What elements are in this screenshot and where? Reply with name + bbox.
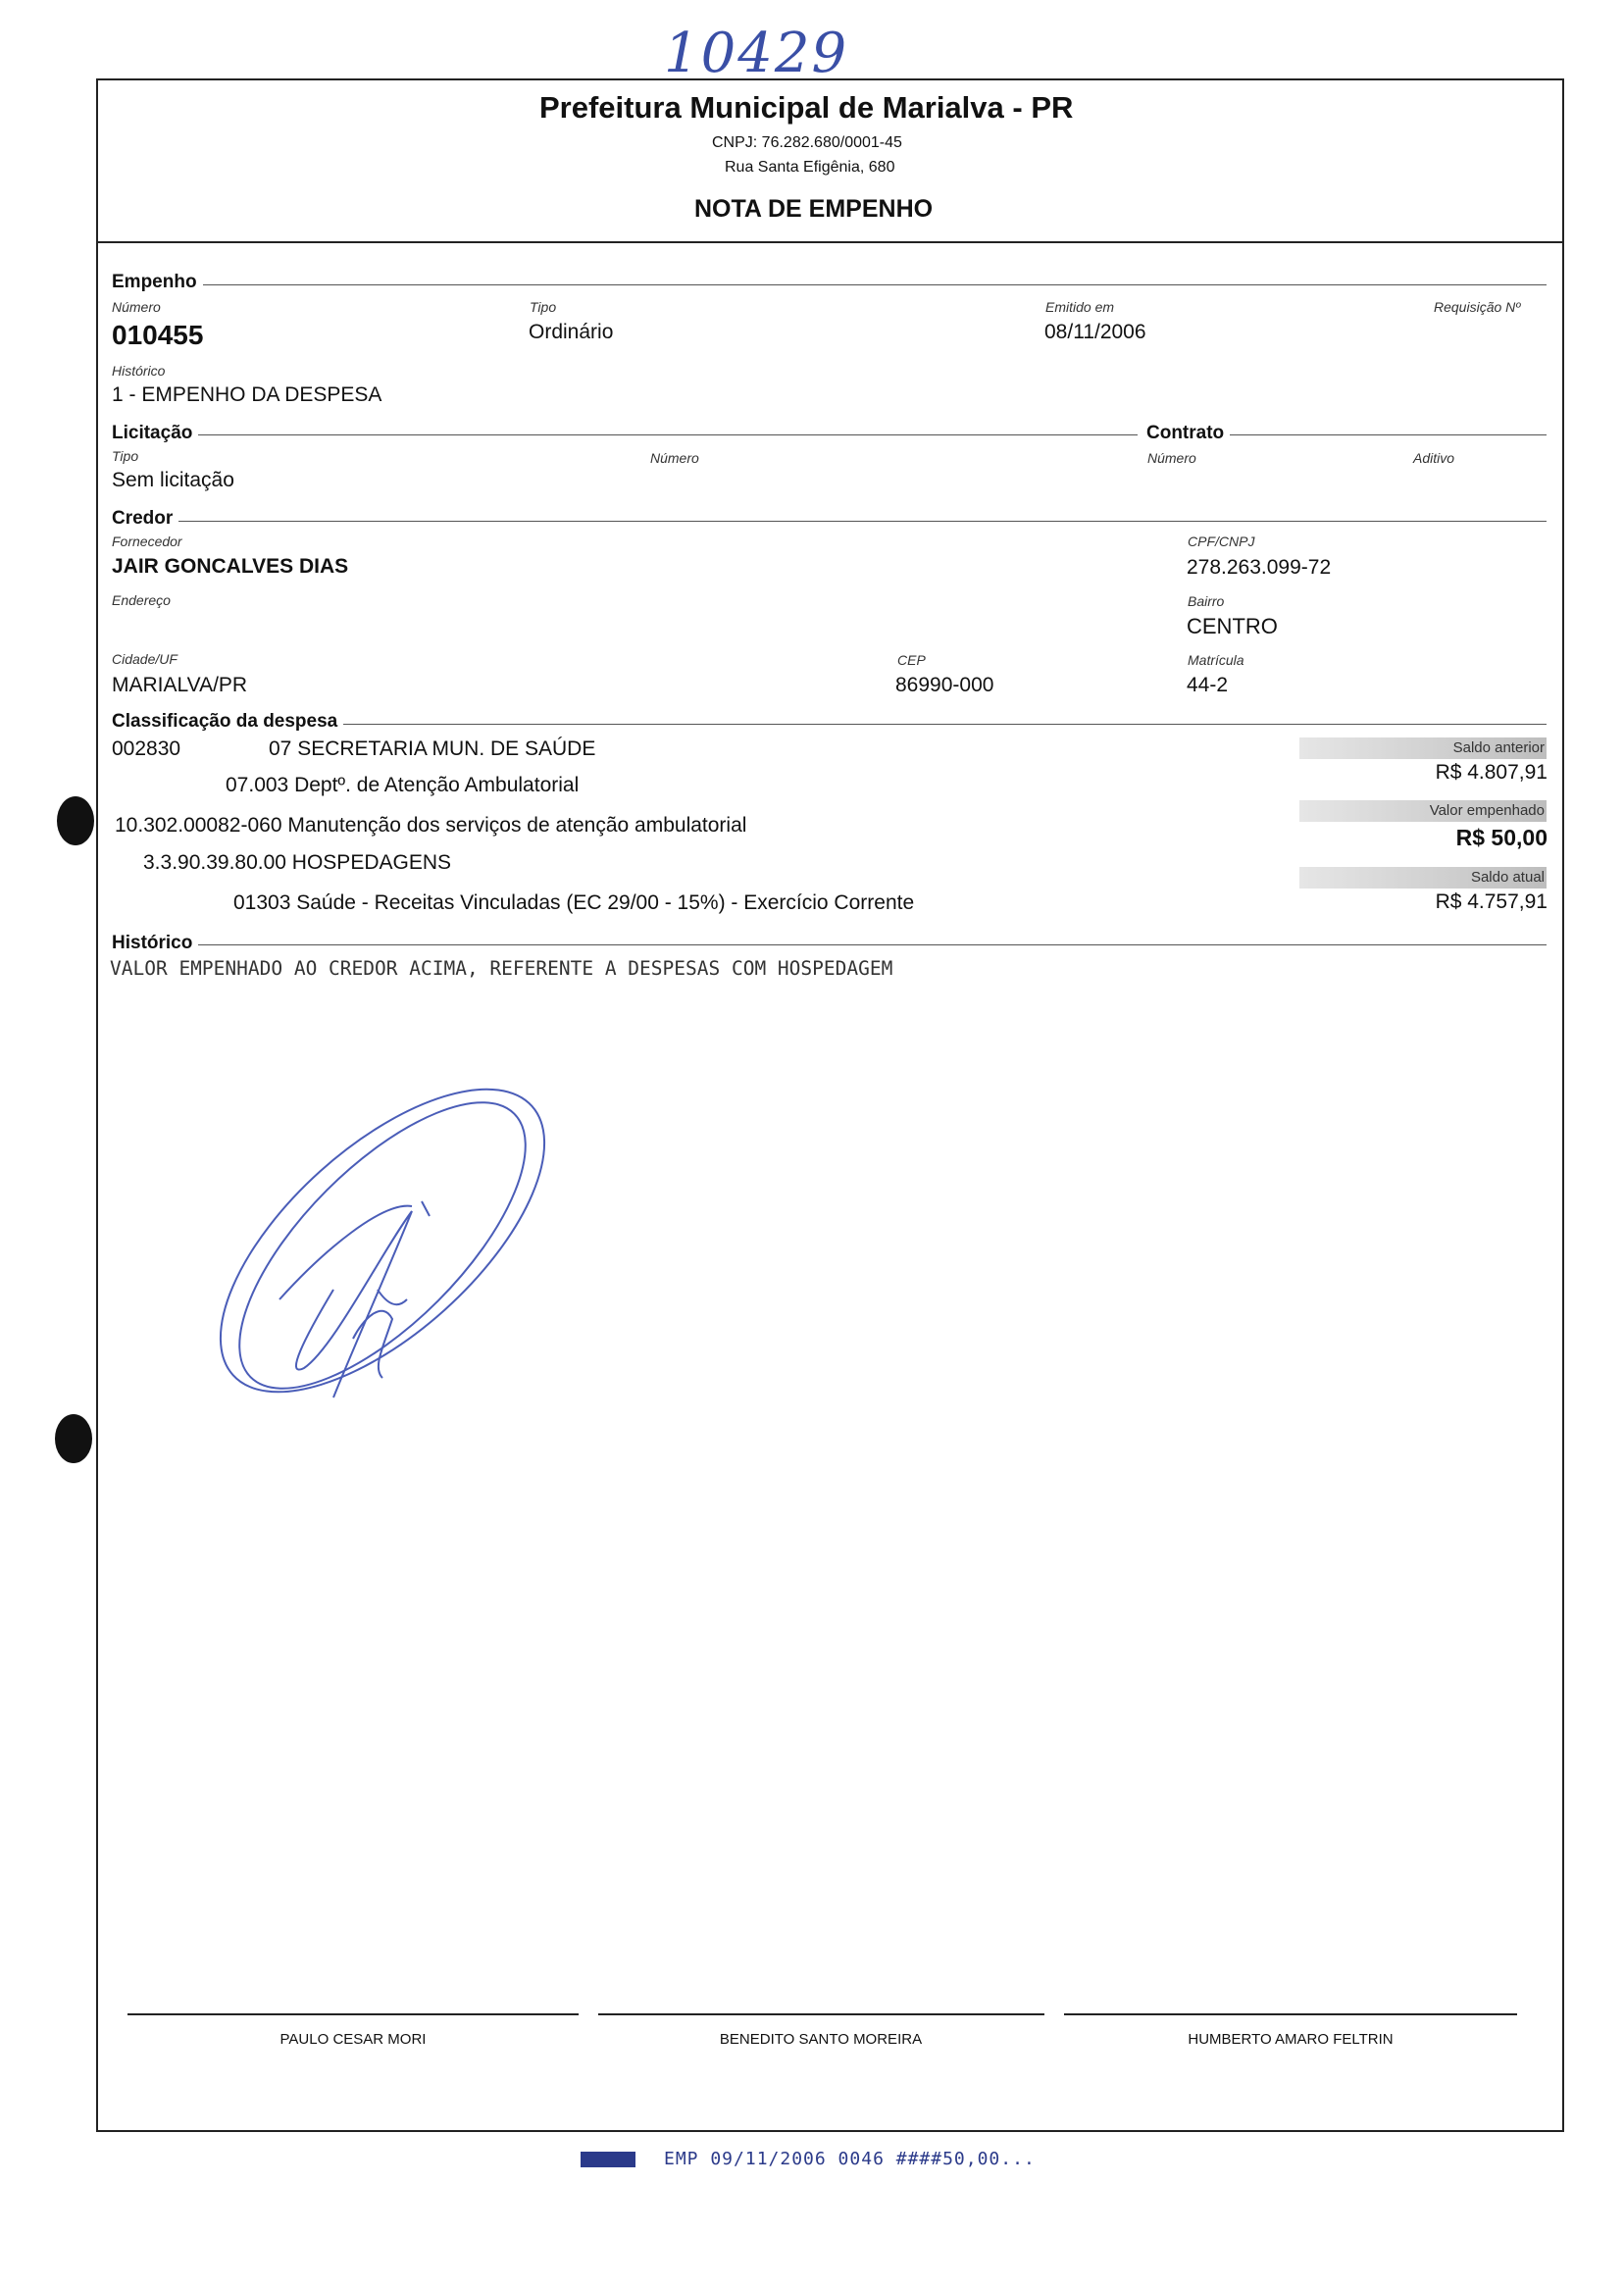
cep-label: CEP [897, 652, 926, 668]
requisicao-label: Requisição Nº [1434, 299, 1521, 315]
empenho-historico: 1 - EMPENHO DA DESPESA [112, 383, 382, 406]
classificacao-departamento: 07.003 Deptº. de Atenção Ambulatorial [226, 774, 580, 796]
bairro-label: Bairro [1188, 593, 1225, 609]
bottom-stamp-logo [581, 2152, 635, 2167]
valor-empenhado-value: R$ 50,00 [1455, 825, 1548, 850]
emitido-label: Emitido em [1045, 299, 1115, 315]
licitacao-section-title: Licitação [112, 423, 198, 444]
classificacao-recurso: 01303 Saúde - Receitas Vinculadas (EC 29/00 - 15%) - Exercício Corrente [233, 891, 915, 914]
matricula-label: Matrícula [1188, 652, 1244, 668]
classificacao-programa: 10.302.00082-060 Manutenção dos serviços de atenção ambulatorial [115, 814, 747, 837]
handwritten-signature [186, 1054, 579, 1417]
signature-name-1: PAULO CESAR MORI [279, 2031, 427, 2048]
signature-line-2 [598, 2013, 1044, 2015]
contrato-numero-label: Número [1147, 450, 1196, 466]
historico-text: VALOR EMPENHADO AO CREDOR ACIMA, REFERENTE A DESPESAS COM HOSPEDAGEM [110, 957, 893, 980]
licitacao-tipo-label: Tipo [112, 448, 139, 464]
licitacao-rule [113, 434, 1138, 435]
historico-rule [113, 944, 1547, 945]
classificacao-secretaria: 07 SECRETARIA MUN. DE SAÚDE [269, 737, 596, 760]
bottom-stamp: EMP 09/11/2006 0046 ####50,00... [664, 2149, 1036, 2169]
signature-line-3 [1064, 2013, 1517, 2015]
matricula-value: 44-2 [1187, 674, 1229, 696]
cep-value: 86990-000 [895, 674, 994, 696]
header-separator [96, 241, 1562, 243]
page-title: Prefeitura Municipal de Marialva - PR [539, 90, 1074, 125]
classificacao-elemento: 3.3.90.39.80.00 HOSPEDAGENS [143, 851, 452, 874]
classificacao-section-title: Classificação da despesa [112, 711, 343, 733]
empenho-section-title: Empenho [112, 272, 203, 293]
empenho-rule [113, 284, 1547, 285]
fornecedor-name: JAIR GONCALVES DIAS [112, 555, 349, 578]
saldo-anterior-value: R$ 4.807,91 [1435, 761, 1548, 784]
bairro-value: CENTRO [1187, 614, 1278, 638]
credor-rule [113, 521, 1547, 522]
contrato-aditivo-label: Aditivo [1413, 450, 1455, 466]
saldo-atual-label: Saldo atual [1299, 867, 1547, 889]
document-type-title: NOTA DE EMPENHO [694, 195, 934, 223]
cidade-label: Cidade/UF [112, 651, 178, 667]
signature-name-3: HUMBERTO AMARO FELTRIN [1188, 2031, 1394, 2048]
licitacao-numero-label: Número [650, 450, 699, 466]
cpf-value: 278.263.099-72 [1187, 556, 1332, 579]
header-address: Rua Santa Efigênia, 680 [725, 159, 895, 176]
header-cnpj: CNPJ: 76.282.680/0001-45 [712, 134, 902, 151]
punch-hole-bottom [55, 1414, 92, 1463]
cidade-value: MARIALVA/PR [112, 674, 248, 696]
empenho-numero-label: Número [112, 299, 161, 315]
empenho-tipo-label: Tipo [530, 299, 557, 315]
punch-hole-top [57, 796, 94, 845]
historico-section-title: Histórico [112, 933, 198, 954]
handwritten-number: 10429 [664, 22, 849, 85]
credor-section-title: Credor [112, 508, 178, 530]
empenho-historico-label: Histórico [112, 363, 166, 379]
fornecedor-label: Fornecedor [112, 533, 182, 549]
emitido-date: 08/11/2006 [1044, 321, 1146, 343]
endereco-label: Endereço [112, 592, 171, 608]
contrato-section-title: Contrato [1141, 423, 1230, 444]
licitacao-tipo: Sem licitação [112, 469, 234, 491]
empenho-tipo: Ordinário [529, 321, 614, 343]
valor-empenhado-label: Valor empenhado [1299, 800, 1547, 822]
saldo-atual-value: R$ 4.757,91 [1435, 890, 1548, 913]
signature-line-1 [127, 2013, 579, 2015]
saldo-anterior-label: Saldo anterior [1299, 737, 1547, 759]
cpf-label: CPF/CNPJ [1188, 533, 1255, 549]
empenho-numero: 010455 [112, 320, 204, 350]
classificacao-code: 002830 [112, 737, 181, 760]
signature-name-2: BENEDITO SANTO MOREIRA [719, 2031, 923, 2048]
